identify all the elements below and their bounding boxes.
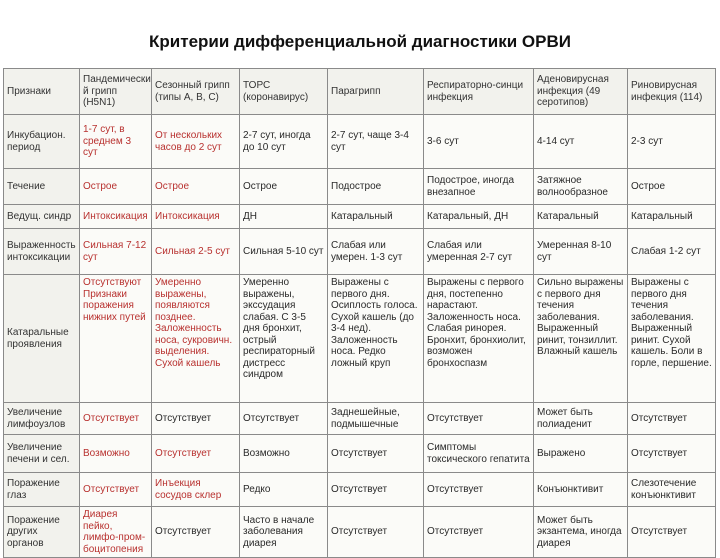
- table-cell: Выражено: [534, 435, 628, 473]
- table-cell: Острое: [152, 169, 240, 205]
- table-cell: Сильная 7-12 сут: [80, 229, 152, 275]
- table-cell: Отсутствует: [628, 403, 716, 435]
- table-cell: Отсутствует: [424, 403, 534, 435]
- row-label: Увеличение печени и сел.: [4, 435, 80, 473]
- table-cell: Редко: [240, 473, 328, 507]
- row-label: Увеличение лимфоузлов: [4, 403, 80, 435]
- table-row: [4, 473, 716, 507]
- table-cell: Слабая 1-2 сут: [628, 229, 716, 275]
- table-cell: 2-3 сут: [628, 115, 716, 169]
- table-cell: ДН: [240, 205, 328, 229]
- row-label: Течение: [4, 169, 80, 205]
- table-cell: Отсутствует: [80, 473, 152, 507]
- header-cell-features: Признаки: [4, 69, 80, 115]
- table-cell: 2-7 сут, иногда до 10 сут: [240, 115, 328, 169]
- table-row: [4, 275, 716, 403]
- row-label: Поражение других органов: [4, 507, 80, 558]
- table-cell: Острое: [240, 169, 328, 205]
- table-cell: Катаральный, ДН: [424, 205, 534, 229]
- row-label: Ведущ. синдр: [4, 205, 80, 229]
- diagnosis-table: [3, 68, 716, 558]
- table-row: [4, 115, 716, 169]
- table-cell: Интоксикация: [80, 205, 152, 229]
- table-cell: Отсутствует: [152, 507, 240, 558]
- table-cell: Симптомы токсического гепатита: [424, 435, 534, 473]
- table-cell: Умеренно выражены, экссудация слабая. С 3-5 дня бронхит, острый респираторный дистресс синдром: [240, 275, 328, 403]
- table-cell: 2-7 сут, чаще 3-4 сут: [328, 115, 424, 169]
- table-cell: Отсутствует: [328, 507, 424, 558]
- header-cell: Аденовирусная инфекция (49 серотипов): [534, 69, 628, 115]
- table-cell: Может быть полиаденит: [534, 403, 628, 435]
- table-body: [4, 69, 716, 558]
- table-cell: Возможно: [80, 435, 152, 473]
- table-row: [4, 169, 716, 205]
- table-row: [4, 435, 716, 473]
- table-cell: Часто в начале заболевания диарея: [240, 507, 328, 558]
- table-cell: Заднешейные, подмышечные: [328, 403, 424, 435]
- table-cell: 3-6 сут: [424, 115, 534, 169]
- header-cell: Пандемически й грипп (H5N1): [80, 69, 152, 115]
- table-cell: Выражены с первого дня, постепенно нарастают. Заложенность носа. Слабая ринорея. Бронхит, бронхиолит, возможен бронхоспазм: [424, 275, 534, 403]
- table-cell: Отсутствует: [424, 507, 534, 558]
- table-cell: Отсутствует: [152, 435, 240, 473]
- table-row: [4, 403, 716, 435]
- table-row: [4, 507, 716, 558]
- table-cell: Отсутствует: [424, 473, 534, 507]
- table-cell: Отсутствует: [328, 473, 424, 507]
- table-row: [4, 229, 716, 275]
- table-cell: Может быть экзантема, иногда диарея: [534, 507, 628, 558]
- table-cell: Отсутствует: [240, 403, 328, 435]
- table-cell: Отсутствует: [152, 403, 240, 435]
- header-cell: ТОРС (коронавирус): [240, 69, 328, 115]
- table-cell: Катаральный: [534, 205, 628, 229]
- table-cell: 1-7 сут, в среднем 3 сут: [80, 115, 152, 169]
- table-cell: Слабая или умеренная 2-7 сут: [424, 229, 534, 275]
- table-cell: Диарея пейко, лимфо-пром- боцитопения: [80, 507, 152, 558]
- table-cell: Выражены с первого дня течения заболевания. Выраженный ринит. Сухой кашель. Боли в горле, першение.: [628, 275, 716, 403]
- header-cell: Парагрипп: [328, 69, 424, 115]
- table-cell: Выражены с первого дня. Осиплость голоса. Сухой кашель (до 3-4 нед). Заложенность носа. Редко ложный круп: [328, 275, 424, 403]
- table-cell: Интоксикация: [152, 205, 240, 229]
- diagnosis-table-wrap: [3, 68, 715, 555]
- table-cell: Отсутствует: [80, 403, 152, 435]
- table-cell: Затяжное волнообразное: [534, 169, 628, 205]
- table-cell: Отсутствует: [628, 435, 716, 473]
- table-cell: Слабая или умерен. 1-3 сут: [328, 229, 424, 275]
- row-label: Выраженность интоксикации: [4, 229, 80, 275]
- header-row: [4, 69, 716, 115]
- table-cell: Возможно: [240, 435, 328, 473]
- table-cell: 4-14 сут: [534, 115, 628, 169]
- table-cell: Сильная 5-10 сут: [240, 229, 328, 275]
- table-cell: Катаральный: [328, 205, 424, 229]
- header-cell: Сезонный грипп (типы А, В, С): [152, 69, 240, 115]
- table-cell: Отсутствует: [628, 507, 716, 558]
- table-row: [4, 205, 716, 229]
- table-cell: Подострое, иногда внезапное: [424, 169, 534, 205]
- header-cell: Риновирусная инфекция (114): [628, 69, 716, 115]
- table-cell: От нескольких часов до 2 сут: [152, 115, 240, 169]
- table-cell: Отсутствуют Признаки поражения нижних путей: [80, 275, 152, 403]
- table-cell: Конъюнктивит: [534, 473, 628, 507]
- row-label: Инкубацион. период: [4, 115, 80, 169]
- table-cell: Сильно выражены с первого дня течения заболевания. Выраженный ринит, тонзиллит. Влажный кашель: [534, 275, 628, 403]
- table-cell: Слезотечение конъюнктивит: [628, 473, 716, 507]
- table-cell: Острое: [628, 169, 716, 205]
- row-label: Поражение глаз: [4, 473, 80, 507]
- table-cell: Подострое: [328, 169, 424, 205]
- page-title: Критерии дифференциальной диагностики ОРВИ: [149, 32, 571, 51]
- table-cell: Острое: [80, 169, 152, 205]
- row-label: Катаральные проявления: [4, 275, 80, 403]
- table-cell: Отсутствует: [328, 435, 424, 473]
- header-cell: Респираторно-синци инфекция: [424, 69, 534, 115]
- table-cell: Сильная 2-5 сут: [152, 229, 240, 275]
- table-cell: Умеренная 8-10 сут: [534, 229, 628, 275]
- table-cell: Умеренно выражены, появляются позднее. Заложенность носа, сукровичн. выделения. Сухой кашель: [152, 275, 240, 403]
- table-cell: Инъекция сосудов склер: [152, 473, 240, 507]
- table-cell: Катаральный: [628, 205, 716, 229]
